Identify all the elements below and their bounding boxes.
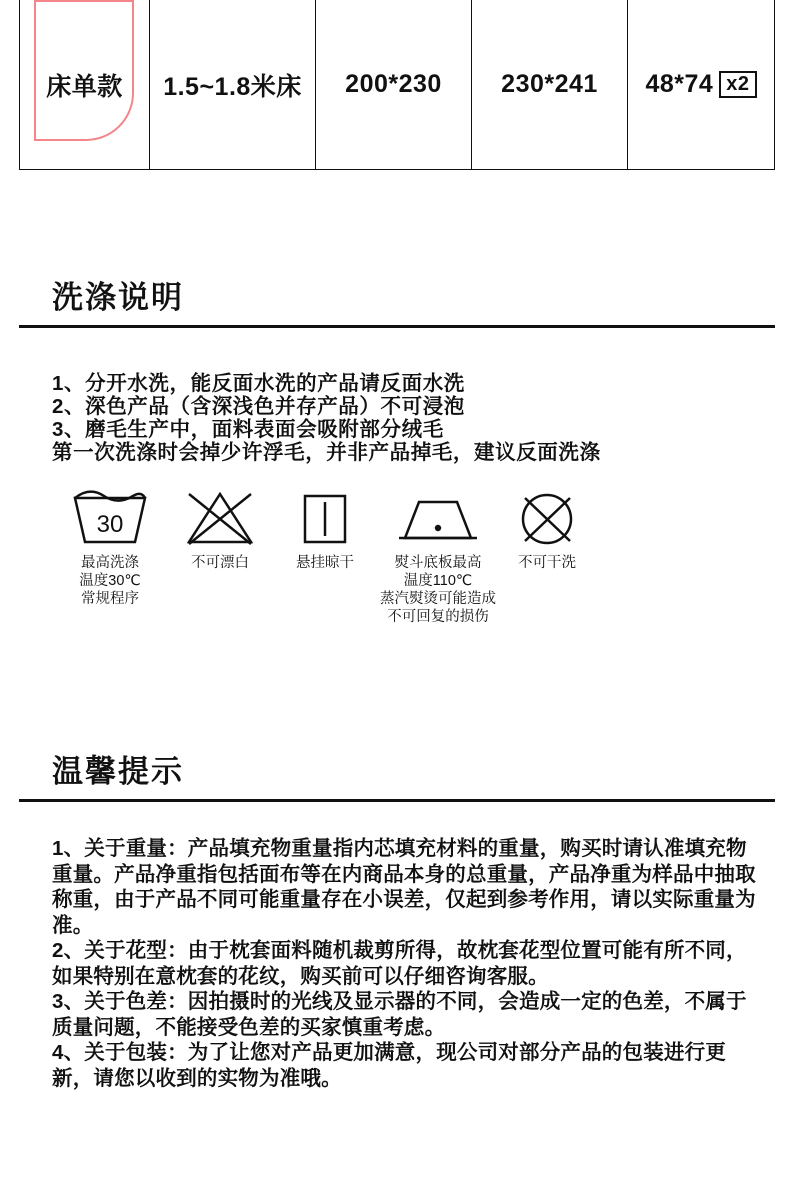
spec-cell-sheet-size: [316, 0, 472, 169]
tips-text-block: [52, 836, 762, 1091]
svg-text:30: 30: [96, 511, 124, 538]
bed-size-value: 1.5~1.8米床: [163, 72, 302, 101]
care-caption-wash-3: 常规程序: [81, 591, 139, 607]
tips-paragraph-3: 3、关于色差：因拍摄时的光线及显示器的不同，会造成一定的色差，不属于质量问题，不能接受色差的买家慎重考虑。: [52, 990, 747, 1039]
no-dryclean-icon: [485, 488, 609, 548]
tips-section-title: 温馨提示: [52, 754, 184, 789]
wash-section-header: [19, 272, 775, 328]
care-caption-line-dry: 悬挂晾干: [296, 555, 354, 571]
care-caption-no-dryclean: 不可干洗: [518, 555, 576, 571]
tips-section-header: [19, 746, 775, 802]
quilt-cover-size-value: 230*241: [501, 70, 598, 98]
wash-line-2: 2、深色产品（含深浅色并存产品）不可浸泡: [52, 395, 465, 418]
tips-paragraph-4: 4、关于包装：为了让您对产品更加满意，现公司对部分产品的包装进行更新，请您以收到的实物为准哦。: [52, 1041, 726, 1090]
care-caption-iron-3: 蒸汽熨烫可能造成: [380, 591, 496, 607]
wash-line-4: 第一次洗涤时会掉少许浮毛，并非产品掉毛，建议反面洗涤: [52, 441, 601, 464]
badge-wrap: [20, 0, 149, 169]
wash-section-title: 洗涤说明: [52, 280, 184, 315]
spec-cell-pillowcase-size: [628, 0, 774, 169]
tips-section-divider: [19, 799, 775, 802]
care-caption-no-bleach: 不可漂白: [191, 555, 249, 571]
pillowcase-inner: [645, 70, 756, 99]
care-caption-iron-4: 不可回复的损伤: [387, 609, 489, 625]
care-caption-wash-1: 最高洗涤: [81, 555, 139, 571]
wash-line-3: 3、磨毛生产中，面料表面会吸附部分绒毛: [52, 418, 444, 441]
spec-cell-quilt-cover-size: [472, 0, 628, 169]
badge-label: 床单款: [46, 72, 123, 101]
care-caption-iron-1: 熨斗底板最高: [394, 555, 482, 571]
wash-line-1: 1、分开水洗，能反面水洗的产品请反面水洗: [52, 372, 465, 395]
wash-section-divider: [19, 325, 775, 328]
care-icon-item-no-dryclean: [485, 488, 609, 572]
tips-paragraph-1: 1、关于重量：产品填充物重量指内芯填充材料的重量，购买时请认准填充物重量。产品净重指包括面布等在内商品本身的总重量，产品净重为样品中抽取称重，由于产品不同可能重量存在小误差，仅起到参考作用，请以实际重量为准。: [52, 837, 756, 937]
spec-cell-bed-size: [150, 0, 316, 169]
wash-instructions-text: [52, 372, 752, 464]
care-icon-item-wash: [48, 488, 172, 608]
wash-tub-30-icon: [48, 488, 172, 548]
pillowcase-size-value: 48*74: [645, 70, 714, 98]
pillowcase-quantity-badge: x2: [719, 71, 756, 98]
wash-care-icons: [48, 488, 748, 648]
care-caption-iron-2: 温度110℃: [403, 573, 473, 589]
spec-cell-badge: [20, 0, 150, 169]
spec-table: [19, 0, 775, 170]
tips-paragraph-2: 2、关于花型：由于枕套面料随机裁剪所得，故枕套花型位置可能有所不同，如果特别在意枕套的花纹，购买前可以仔细咨询客服。: [52, 939, 747, 988]
care-caption-wash-2: 温度30℃: [79, 573, 141, 589]
sheet-size-value: 200*230: [345, 70, 442, 98]
